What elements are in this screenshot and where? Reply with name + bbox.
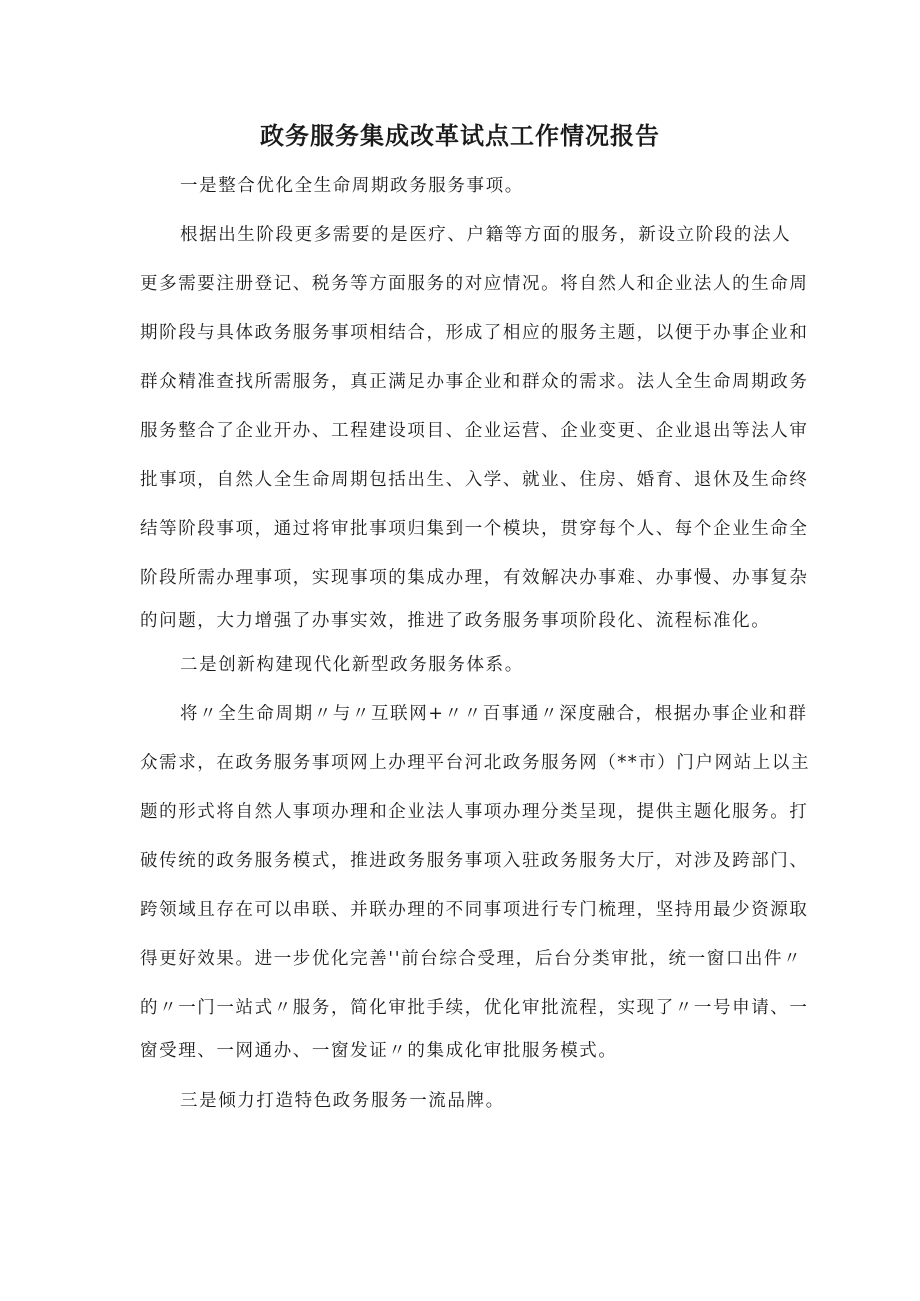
paragraph-line: 破传统的政务服务模式，推进政务服务事项入驻政务服务大厅，对涉及跨部门、 — [140, 851, 809, 871]
paragraph-line: 跨领域且存在可以串联、并联办理的不同事项进行专门梳理，坚持用最少资源取 — [140, 900, 809, 920]
document-title: 政务服务集成改革试点工作情况报告 — [260, 122, 660, 150]
paragraph-line: 众需求，在政务服务事项网上办理平台河北政务服务网（**市）门户网站上以主 — [140, 753, 811, 773]
paragraph-line: 根据出生阶段更多需要的是医疗、户籍等方面的服务，新设立阶段的法人 — [180, 225, 792, 245]
paragraph-line: 期阶段与具体政务服务事项相结合，形成了相应的服务主题，以便于办事企业和 — [140, 323, 809, 343]
paragraph-line: 窗受理、一网通办、一窗发证〃的集成化审批服务模式。 — [140, 1041, 618, 1061]
paragraph-line: 更多需要注册登记、税务等方面服务的对应情况。将自然人和企业法人的生命周 — [140, 274, 809, 294]
paragraph-line: 得更好效果。进一步优化完善''前台综合受理，后台分类审批，统一窗口出件〃 — [140, 949, 803, 969]
paragraph-line: 服务整合了企业开办、工程建设项目、企业运营、企业变更、企业退出等法人审 — [140, 421, 809, 441]
paragraph-line: 的〃一门一站式〃服务，简化审批手续，优化审批流程，实现了〃一号申请、一 — [140, 998, 809, 1018]
paragraph-line: 将〃全生命周期〃与〃互联网+〃〃百事通〃深度融合，根据办事企业和群 — [180, 704, 808, 724]
paragraph-line: 结等阶段事项，通过将审批事项归集到一个模块，贯穿每个人、每个企业生命全 — [140, 519, 809, 539]
section-heading-3: 三是倾力打造特色政务服务一流品牌。 — [180, 1091, 505, 1111]
paragraph-line: 批事项，自然人全生命周期包括出生、入学、就业、住房、婚育、退休及生命终 — [140, 470, 809, 490]
paragraph-line: 阶段所需办理事项，实现事项的集成办理，有效解决办事难、办事慢、办事复杂 — [140, 568, 809, 588]
paragraph-line: 群众精准查找所需服务，真正满足办事企业和群众的需求。法人全生命周期政务 — [140, 372, 809, 392]
section-heading-1: 一是整合优化全生命周期政务服务事项。 — [180, 176, 524, 196]
paragraph-line: 的问题，大力增强了办事实效，推进了政务服务事项阶段化、流程标准化。 — [140, 611, 771, 631]
paragraph-line: 题的形式将自然人事项办理和企业法人事项办理分类呈现，提供主题化服务。打 — [140, 802, 809, 822]
section-heading-2: 二是创新构建现代化新型政务服务体系。 — [180, 655, 524, 675]
